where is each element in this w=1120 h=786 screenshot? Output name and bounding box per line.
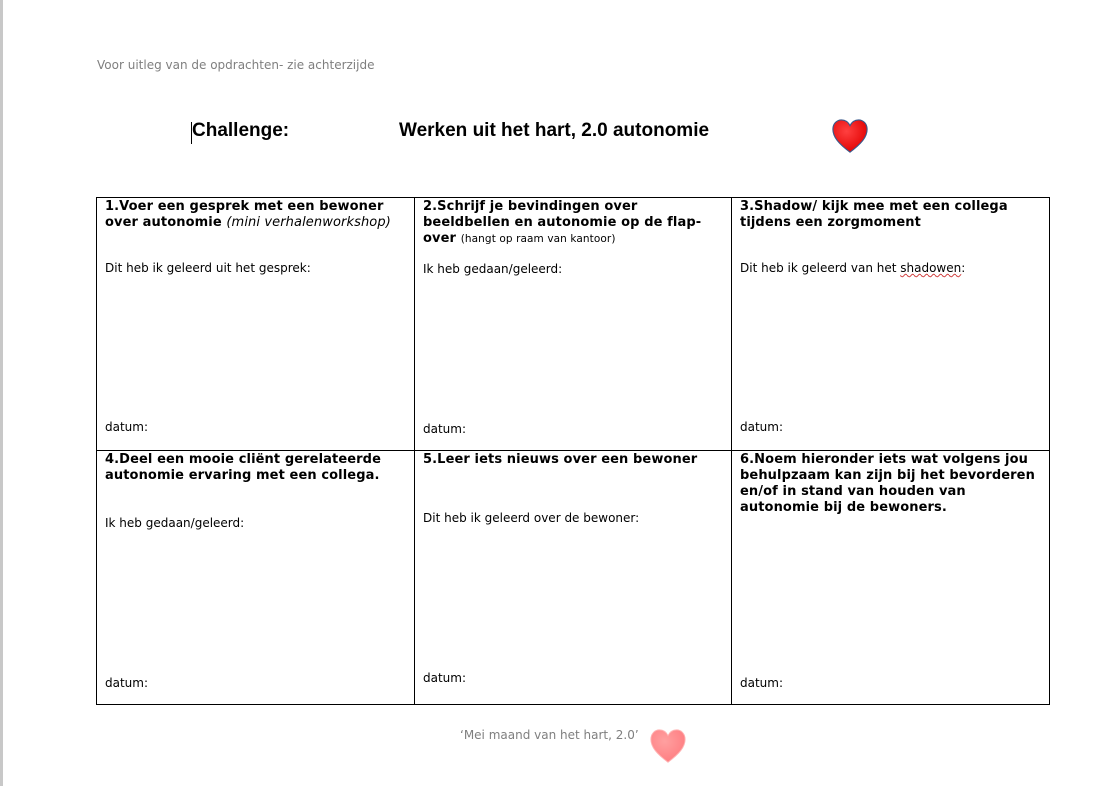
datum-label: datum: [740,676,784,690]
cell-heading: 5.Leer iets nieuws over een bewoner [423,452,698,467]
heart-icon [649,728,687,766]
challenge-cell-6 [732,451,1050,705]
challenge-grid [96,197,1050,705]
datum-label: datum: [423,671,467,685]
cell-prompt: Dit heb ik geleerd uit het gesprek: [105,261,311,275]
cell-heading: 2.Schrijf je bevindingen over beeldbellen en autonomie op de flap-over (hangt op raam van kantoor) [423,199,702,246]
datum-label: datum: [740,420,784,434]
cell-prompt: Ik heb gedaan/geleerd: [423,262,563,276]
spellcheck-marked-word: shadowen [900,261,962,275]
cell-heading: 6.Noem hieronder iets wat volgens jou behulpzaam kan zijn bij het bevorderen en/of in stand van houden van autonomie bij de bewoners. [740,452,1035,515]
footer-text: ‘Mei maand van het hart, 2.0’ [460,728,639,742]
cell-heading: 1.Voer een gesprek met een bewoner over autonomie (mini verhalenworkshop) [105,199,391,230]
cell-heading: 3.Shadow/ kijk mee met een collega tijdens een zorgmoment [740,199,1008,230]
challenge-cell-4 [97,451,415,705]
datum-label: datum: [423,422,467,436]
cell-prompt: Ik heb gedaan/geleerd: [105,516,245,530]
datum-label: datum: [105,676,149,690]
cell-heading: 4.Deel een mooie cliënt gerelateerde autonomie ervaring met een collega. [105,452,382,483]
challenge-cell-1 [97,198,415,451]
heart-icon [831,118,869,156]
datum-label: datum: [105,420,149,434]
challenge-cell-3 [732,198,1050,451]
header-note: Voor uitleg van de opdrachten- zie achterzijde [97,58,375,72]
challenge-cell-2 [415,198,732,451]
title-label: Challenge: [192,120,290,141]
page-title: Werken uit het hart, 2.0 autonomie [399,120,710,141]
cell-prompt: Dit heb ik geleerd van het shadowen: [740,261,966,275]
challenge-cell-5 [415,451,732,705]
cell-prompt: Dit heb ik geleerd over de bewoner: [423,511,640,525]
